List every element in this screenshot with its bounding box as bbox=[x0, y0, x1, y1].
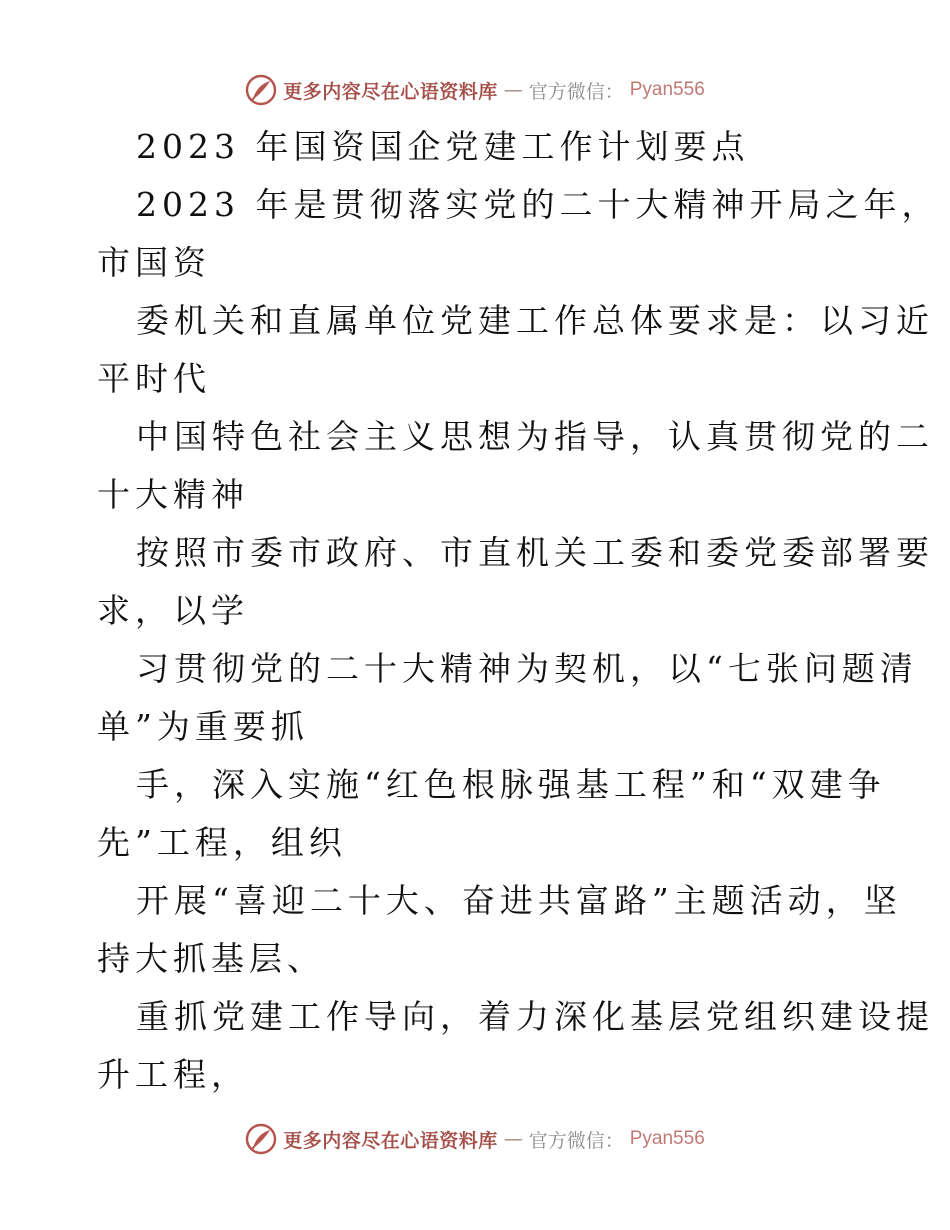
paragraph-line: 习贯彻党的二十大精神为契机，以“七张问题清 bbox=[136, 649, 918, 688]
banner-contact-id: Pyan556 bbox=[629, 1128, 705, 1149]
paragraph-line: 十大精神 bbox=[97, 475, 249, 514]
paragraph-line: 开展“喜迎二十大、奋进共富路”主题活动，坚 bbox=[136, 881, 902, 920]
paragraph-line: 单”为重要抓 bbox=[97, 707, 309, 746]
banner-site-text: 更多内容尽在心语资料库 bbox=[283, 80, 498, 103]
paragraph-line: 市国资 bbox=[97, 243, 211, 282]
paragraph-line: 2023 年是贯彻落实党的二十大精神开局之年， bbox=[136, 185, 940, 224]
banner-dash: — bbox=[503, 1128, 523, 1150]
quill-pen-logo-icon bbox=[245, 74, 277, 106]
document-title: 2023 年国资国企党建工作计划要点 bbox=[136, 127, 750, 166]
banner-dash: — bbox=[503, 79, 523, 101]
paragraph-line: 持大抓基层、 bbox=[97, 939, 325, 978]
header-banner bbox=[0, 70, 950, 110]
footer-banner bbox=[0, 1119, 950, 1159]
paragraph-line: 手，深入实施“红色根脉强基工程”和“双建争 bbox=[136, 765, 886, 804]
paragraph-line: 中国特色社会主义思想为指导，认真贯彻党的二 bbox=[136, 417, 934, 456]
paragraph-line: 重抓党建工作导向，着力深化基层党组织建设提 bbox=[136, 997, 934, 1036]
banner-contact-label: 官方微信： bbox=[528, 1129, 624, 1152]
banner-site-text: 更多内容尽在心语资料库 bbox=[283, 1129, 498, 1152]
paragraph-line: 委机关和直属单位党建工作总体要求是：以习近 bbox=[136, 301, 934, 340]
paragraph-line: 平时代 bbox=[97, 359, 211, 398]
paragraph-line: 按照市委市政府、市直机关工委和委党委部署要 bbox=[136, 533, 934, 572]
banner-contact-id: Pyan556 bbox=[629, 79, 705, 100]
quill-pen-logo-icon bbox=[245, 1123, 277, 1155]
paragraph-line: 求，以学 bbox=[97, 591, 249, 630]
paragraph-line: 升工程， bbox=[97, 1055, 249, 1094]
paragraph-line: 先”工程，组织 bbox=[97, 823, 347, 862]
banner-contact-label: 官方微信： bbox=[528, 80, 624, 103]
